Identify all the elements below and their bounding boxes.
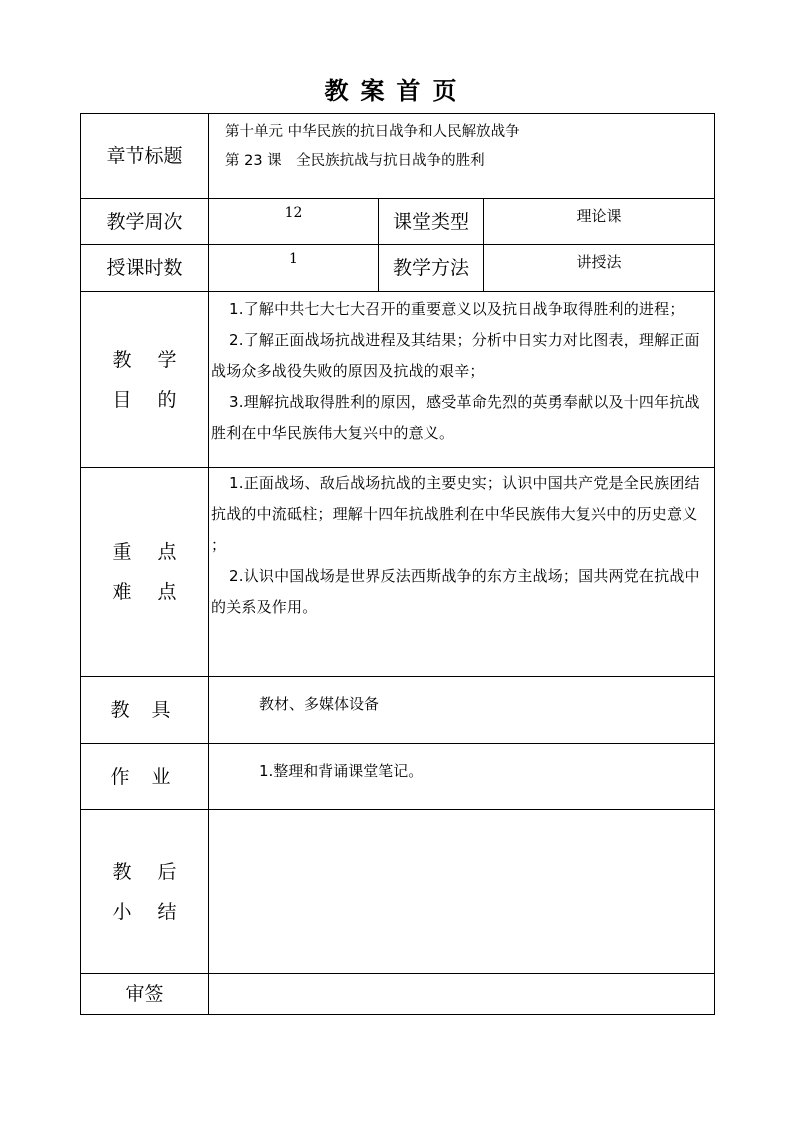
key-point-item: 1.正面战场、敌后战场抗战的主要史实；认识中国共产党是全民族团结抗战的中流砥柱；理解十四年抗战胜利在中华民族伟大复兴中的历史意义 [211, 474, 700, 523]
class-type-value: 理论课 [484, 199, 715, 245]
chapter-lesson-line: 第 23 课 全民族抗战与抗日战争的胜利 [225, 153, 485, 169]
review-value [209, 974, 715, 1015]
objective-item: 2.了解正面战场抗战进程及其结果；分析中日实力对比图表，理解正面战场众多战役失败的原因及抗战的艰辛； [211, 331, 700, 380]
chapter-value-cell [209, 114, 715, 199]
objective-item: 1.了解中共七大七大召开的重要意义以及抗日战争取得胜利的进程； [229, 300, 685, 318]
key-points-label [81, 468, 209, 677]
tools-value: 教材、多媒体设备 [209, 677, 715, 744]
lesson-plan-table [80, 113, 715, 1015]
summary-value [209, 810, 715, 974]
summary-label-line1: 教 后 [112, 860, 187, 883]
objectives-label-line2: 目 的 [112, 388, 187, 411]
week-value: 12 [209, 199, 379, 245]
page-title: 教案首页 [324, 77, 469, 105]
objectives-content [209, 292, 715, 468]
chapter-unit-line: 第十单元 中华民族的抗日战争和人民解放战争 [225, 124, 520, 140]
objectives-label [81, 292, 209, 468]
summary-label-line2: 小 结 [112, 900, 187, 923]
homework-value: 1.整理和背诵课堂笔记。 [209, 744, 715, 810]
key-points-row [81, 468, 715, 677]
review-row [81, 974, 715, 1015]
key-points-content [209, 468, 715, 677]
week-label: 教学周次 [81, 199, 209, 245]
chapter-label: 章节标题 [81, 114, 209, 199]
hours-row [81, 245, 715, 292]
homework-row [81, 744, 715, 810]
key-point-item: 2.认识中国战场是世界反法西斯战争的东方主战场；国共两党在抗战中的关系及作用。 [211, 567, 700, 616]
week-row [81, 199, 715, 245]
hours-label: 授课时数 [81, 245, 209, 292]
key-points-label-line1: 重 点 [112, 541, 187, 563]
key-points-label-line2: 难 点 [112, 581, 187, 603]
review-label: 审签 [81, 974, 209, 1015]
hours-value: 1 [209, 245, 379, 292]
summary-row [81, 810, 715, 974]
tools-label: 教 具 [81, 677, 209, 744]
class-type-label: 课堂类型 [379, 199, 484, 245]
summary-label [81, 810, 209, 974]
chapter-row [81, 114, 715, 199]
objectives-row [81, 292, 715, 468]
method-value: 讲授法 [484, 245, 715, 292]
method-label: 教学方法 [379, 245, 484, 292]
homework-label: 作 业 [81, 744, 209, 810]
tools-row [81, 677, 715, 744]
key-point-item: ； [211, 536, 227, 554]
objectives-label-line1: 教 学 [112, 348, 187, 371]
objective-item: 3.理解抗战取得胜利的原因，感受革命先烈的英勇奉献以及十四年抗战胜利在中华民族伟大复兴中的意义。 [211, 393, 700, 442]
